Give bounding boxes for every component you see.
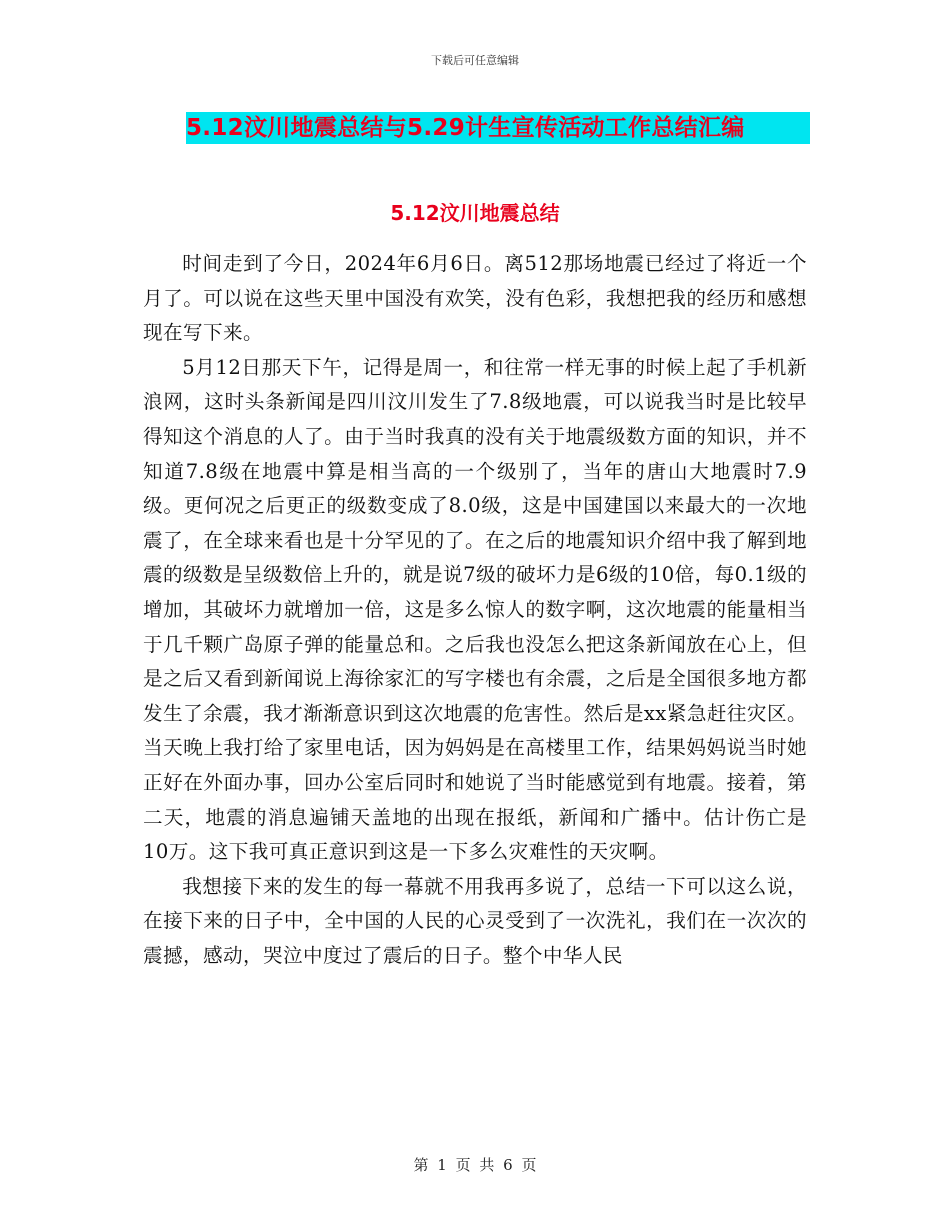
paragraph: 我想接下来的发生的每一幕就不用我再多说了，总结一下可以这么说，在接下来的日子中，全中国的人民的心灵受到了一次洗礼，我们在一次次的震撼，感动，哭泣中度过了震后的日子。整个中华人民 — [143, 874, 807, 967]
section-title: 5.12汶川地震总结 — [390, 201, 560, 225]
page-number: 第 1 页 共 6 页 — [413, 1156, 537, 1174]
page-header-note: 下载后可任意编辑 — [431, 54, 519, 67]
document-title-highlight — [186, 112, 810, 144]
paragraph: 时间走到了今日，2024年6月6日。离512那场地震已经过了将近一个月了。可以说在这些天里中国没有欢笑，没有色彩，我想把我的经历和感想现在写下来。 — [143, 252, 807, 345]
document-title: 5.12汶川地震总结与5.29计生宣传活动工作总结汇编 — [186, 115, 745, 141]
document-body — [143, 247, 807, 973]
paragraph: 5月12日那天下午，记得是周一，和往常一样无事的时候上起了手机新浪网，这时头条新闻是四川汶川发生了7.8级地震，可以说我当时是比较早得知这个消息的人了。由于当时我真的没有关于地震级数方面的知识，并不知道7.8级在地震中算是相当高的一个级别了，当年的唐山大地震时7.9级。更何况之后更正的级数变成了8.0级，这是中国建国以来最大的一次地震了，在全球来看也是十分罕见的了。在之后的地震知识介绍中我了解到地震的级数是呈级数倍上升的，就是说7级的破坏力是6级的10倍，每0.1级的增加，其破坏力就增加一倍，这是多么惊人的数字啊，这次地震的能量相当于几千颗广岛原子弹的能量总和。之后我也没怎么把这条新闻放在心上，但是之后又看到新闻说上海徐家汇的写字楼也有余震，之后是全国很多地方都发生了余震，我才渐渐意识到这次地震的危害性。然后是xx紧急赶往灾区。当天晚上我打给了家里电话，因为妈妈是在高楼里工作，结果妈妈说当时她正好在外面办事，回办公室后同时和她说了当时能感觉到有地震。接着，第二天，地震的消息遍铺天盖地的出现在报纸，新闻和广播中。估计伤亡是10万。这下我可真正意识到这是一下多么灾难性的天灾啊。 — [143, 355, 807, 864]
